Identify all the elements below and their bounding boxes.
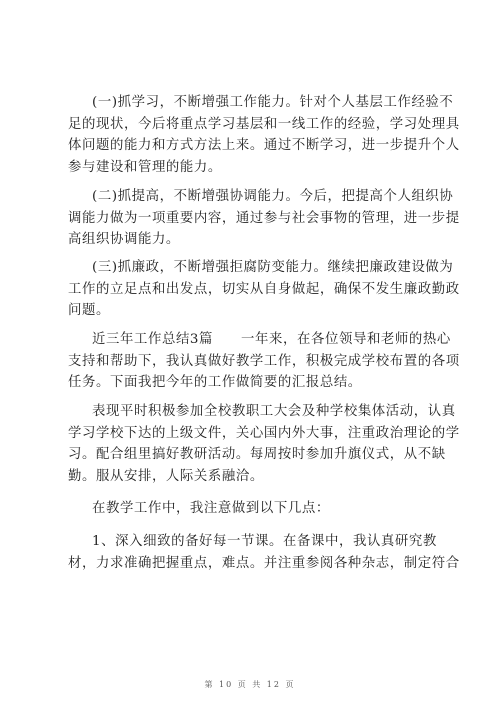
text-line: 任务。下面我把今年的工作做简要的汇报总结。 — [68, 375, 362, 391]
text-line: 支持和帮助下，我认真做好教学工作，积极完成学校布置的各项 — [68, 353, 460, 369]
text-line: 习。配合组里搞好教研活动。每周按时参加升旗仪式，从不缺 — [68, 447, 446, 463]
text-line: 工作的立足点和出发点，切实从自身做起，确保不发生廉政勤政 — [68, 281, 460, 297]
paragraph-summary-intro — [68, 329, 460, 394]
text-line: 足的现状，今后将重点学习基层和一线工作的经验，学习处理具 — [68, 116, 460, 132]
paragraph-integrity — [68, 257, 460, 322]
text-line: 表现平时积极参加全校教职工大会及种学校集体活动，认真 — [92, 404, 456, 419]
text-line: (一)抓学习，不断增强工作能力。针对个人基层工作经验不 — [92, 95, 454, 110]
page-number-footer: 第 10 页 共 12 页 — [204, 680, 296, 689]
text-line: 调能力做为一项重要内容，通过参与社会事物的管理，进一步提 — [68, 210, 460, 226]
text-line: 勤。服从安排，人际关系融洽。 — [68, 468, 264, 484]
paragraph-teaching-intro — [92, 498, 432, 520]
paragraph-performance — [68, 401, 460, 487]
text-line: 在教学工作中，我注意做到以下几点： — [92, 501, 330, 516]
text-line: 体问题的能力和方式方法上来。通过不断学习，进一步提升个人 — [68, 138, 460, 154]
text-line: 近三年工作总结3篇 一年来，在各位领导和老师的热心 — [92, 332, 451, 347]
text-line: (二)抓提高，不断增强协调能力。今后，把提高个人组织协 — [92, 189, 454, 204]
text-line: 问题。 — [68, 303, 110, 319]
paragraph-coordination — [68, 186, 460, 251]
text-line: 高组织协调能力。 — [68, 232, 180, 248]
paragraph-study — [68, 92, 460, 178]
text-line: 材，力求准确把握重点，难点。并注重参阅各种杂志，制定符合 — [68, 555, 460, 571]
text-line: 1、深入细致的备好每一节课。在备课中，我认真研究教 — [92, 534, 437, 549]
text-line: 参与建设和管理的能力。 — [68, 159, 222, 175]
paragraph-lesson-prep — [68, 531, 460, 574]
text-line: 学习学校下达的上级文件，关心国内外大事，注重政治理论的学 — [68, 425, 460, 441]
text-line: (三)抓廉政，不断增强拒腐防变能力。继续把廉政建设做为 — [92, 260, 454, 275]
